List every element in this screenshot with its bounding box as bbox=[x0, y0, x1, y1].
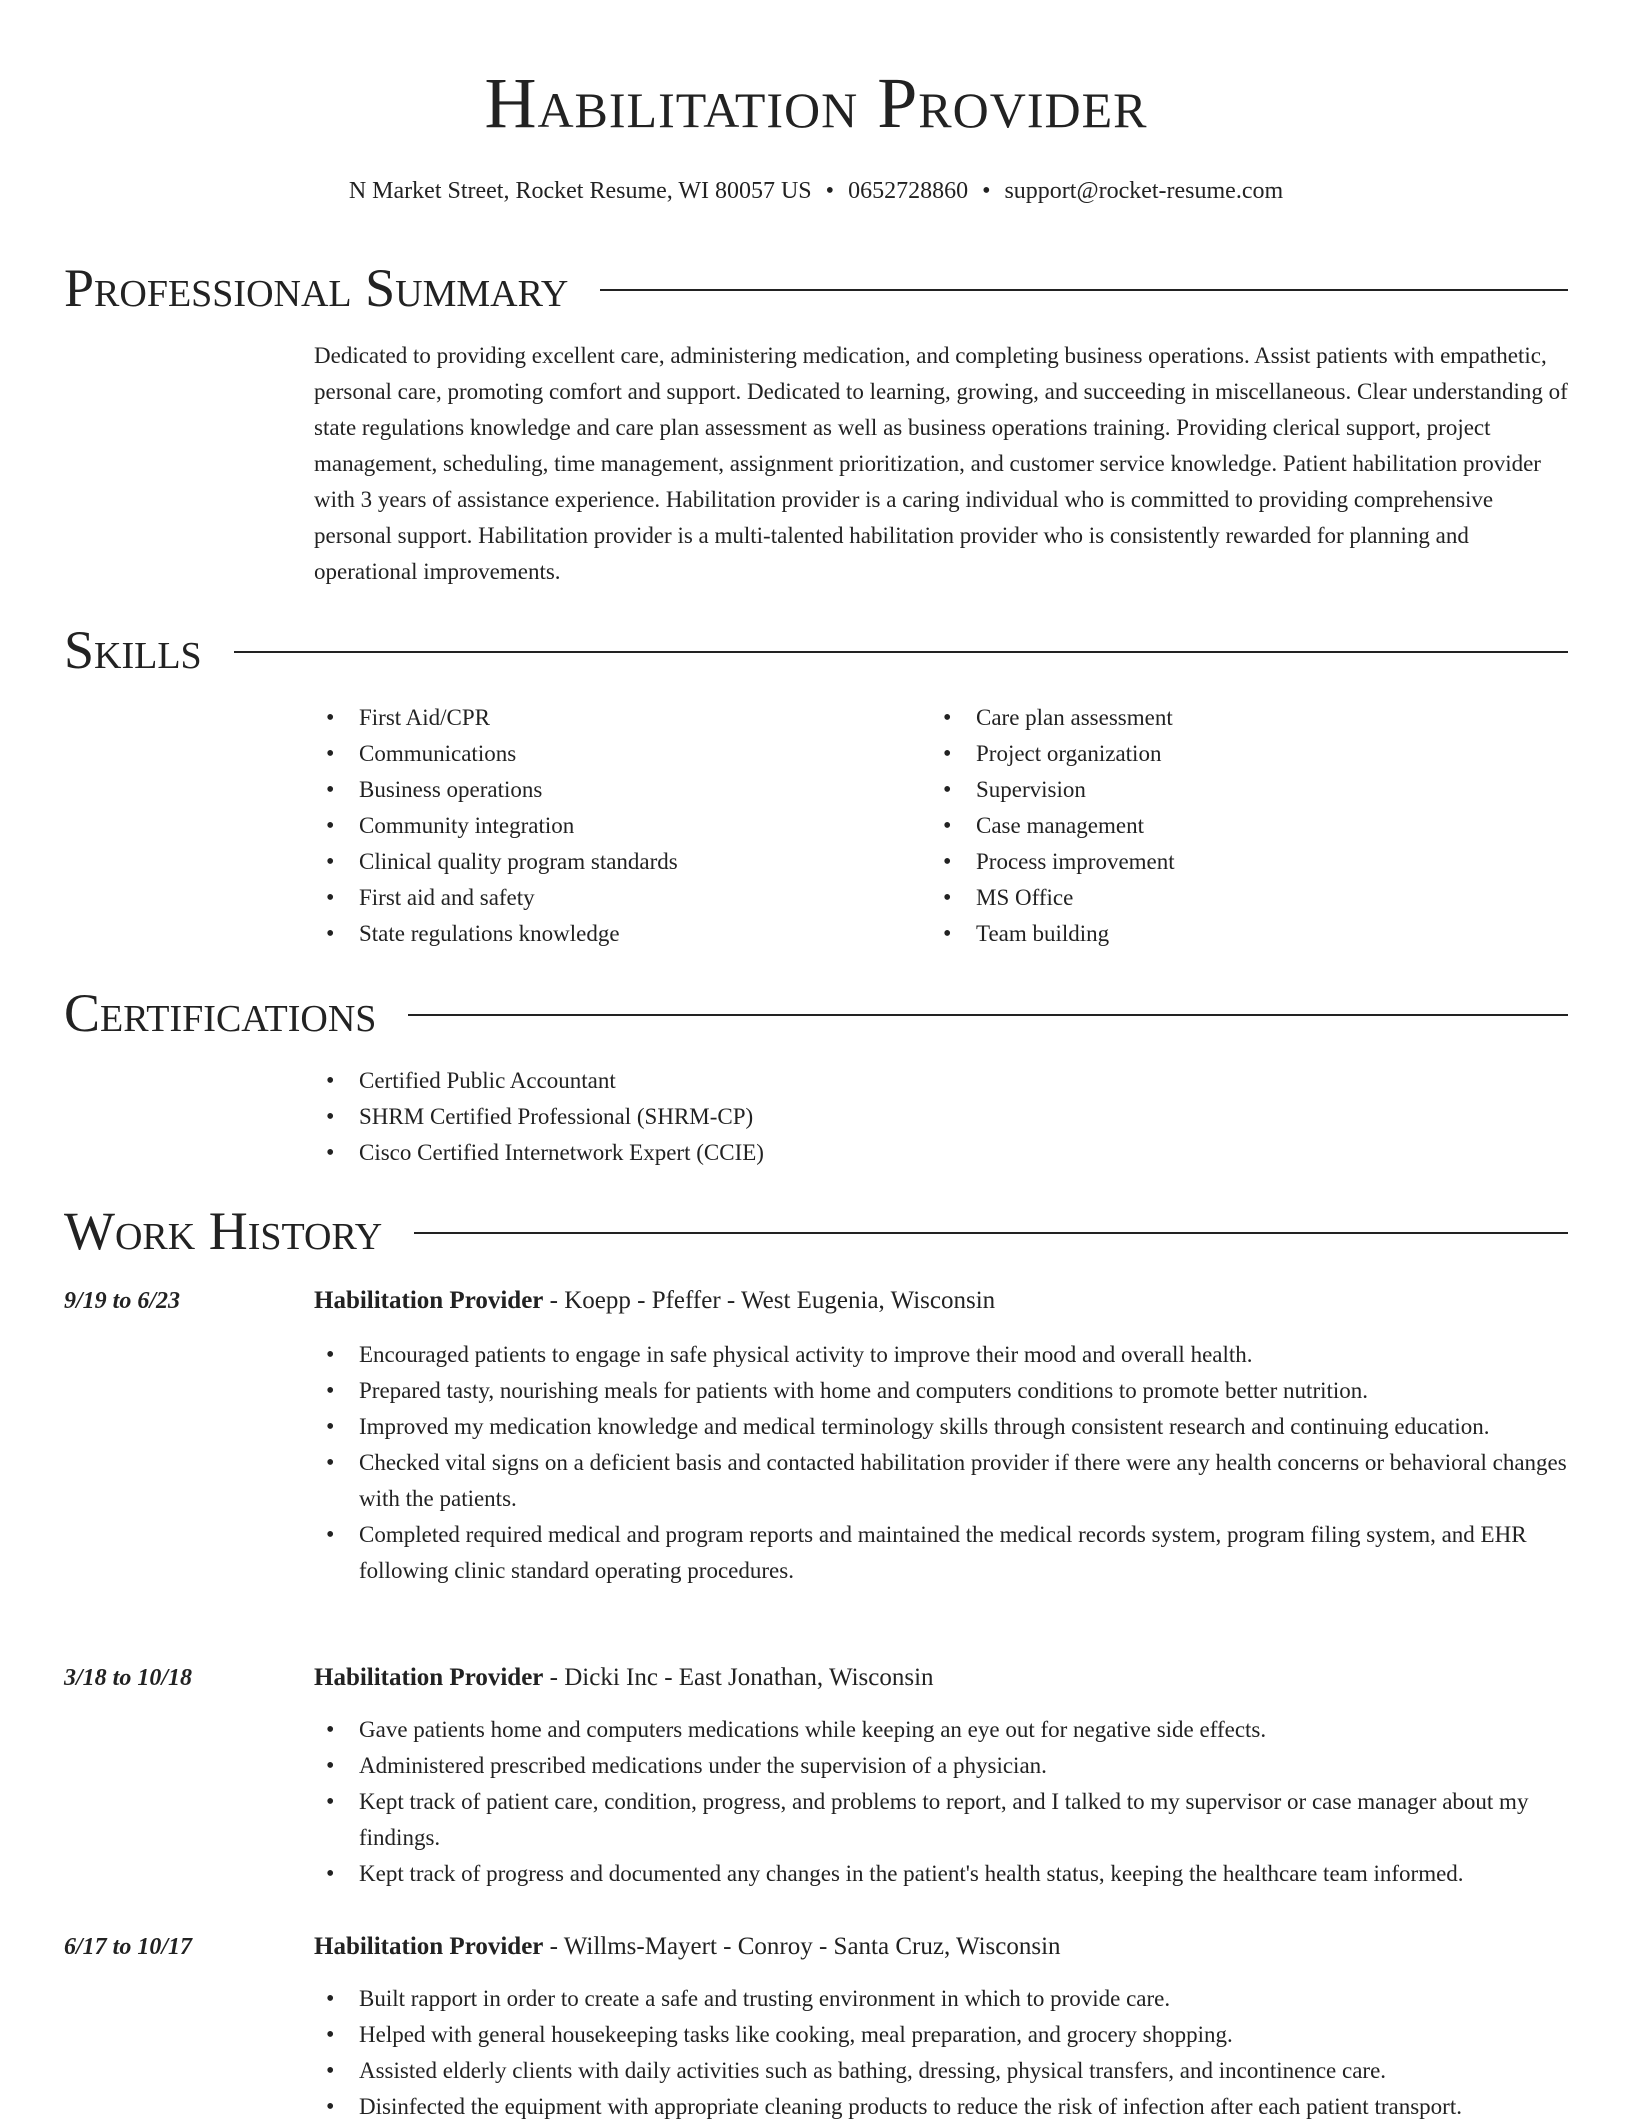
summary-section-header bbox=[64, 258, 1568, 318]
job-bullets bbox=[314, 1337, 1570, 1589]
job-bullet: • Built rapport in order to create a safe and trusting environment in which to provide care. bbox=[314, 1981, 1570, 2017]
work-history-heading: Work History bbox=[64, 1201, 383, 1261]
job-dates: 9/19 to 6/23 bbox=[64, 1288, 181, 1314]
skill-item: • Community integration bbox=[314, 808, 914, 844]
skill-item: • MS Office bbox=[931, 880, 1531, 916]
separator-dot: • bbox=[982, 178, 991, 204]
certification-item: • Certified Public Accountant bbox=[314, 1063, 1570, 1099]
skills-list-left bbox=[314, 700, 914, 952]
job-bullet: • Encouraged patients to engage in safe physical activity to improve their mood and overall health. bbox=[314, 1337, 1570, 1373]
skill-item: • Team building bbox=[931, 916, 1531, 952]
certification-item: • Cisco Certified Internetwork Expert (CCIE) bbox=[314, 1135, 1570, 1171]
email: support@rocket-resume.com bbox=[1004, 178, 1284, 204]
job-bullet: • Helped with general housekeeping tasks like cooking, meal preparation, and grocery shopping. bbox=[314, 2017, 1570, 2053]
section-divider bbox=[414, 1232, 1568, 1234]
address: N Market Street, Rocket Resume, WI 80057 US bbox=[348, 178, 812, 204]
job-bullet: • Completed required medical and program reports and maintained the medical records system, program filing system, and EHR following clinic standard operating procedures. bbox=[314, 1517, 1570, 1589]
skill-item: • First Aid/CPR bbox=[314, 700, 914, 736]
job-title-line bbox=[314, 1660, 934, 1696]
job-bullet: • Kept track of patient care, condition, progress, and problems to report, and I talked to my supervisor or case manager about my findings. bbox=[314, 1784, 1570, 1856]
section-divider bbox=[408, 1014, 1568, 1016]
job-title: Habilitation Provider bbox=[314, 1933, 544, 1960]
certifications-heading: Certifications bbox=[64, 983, 377, 1043]
job-bullet: • Gave patients home and computers medications while keeping an eye out for negative side effects. bbox=[314, 1712, 1570, 1748]
contact-line bbox=[0, 176, 1632, 206]
job-bullets bbox=[314, 1981, 1570, 2125]
job-dates: 3/18 to 10/18 bbox=[64, 1665, 193, 1691]
skills-heading: Skills bbox=[64, 620, 202, 680]
candidate-name: Habilitation Provider bbox=[484, 63, 1148, 143]
job-employer-location: - Willms-Mayert - Conroy - Santa Cruz, Wisconsin bbox=[543, 1933, 1061, 1960]
job-bullet: • Kept track of progress and documented any changes in the patient's health status, keeping the healthcare team informed. bbox=[314, 1856, 1570, 1892]
job-dates: 6/17 to 10/17 bbox=[64, 1934, 193, 1960]
job-bullet: • Disinfected the equipment with appropriate cleaning products to reduce the risk of infection after each patient transport. bbox=[314, 2089, 1570, 2125]
work-history-section-header bbox=[64, 1201, 1568, 1261]
skills-list-right bbox=[931, 700, 1531, 952]
job-title: Habilitation Provider bbox=[314, 1287, 544, 1314]
section-divider bbox=[600, 289, 1568, 291]
skill-item: • Process improvement bbox=[931, 844, 1531, 880]
summary-heading: Professional Summary bbox=[64, 258, 569, 318]
skill-item: • Business operations bbox=[314, 772, 914, 808]
certifications-list bbox=[314, 1063, 1570, 1171]
skill-item: • Supervision bbox=[931, 772, 1531, 808]
skills-section-header bbox=[64, 620, 1568, 680]
job-employer-location: - Koepp - Pfeffer - West Eugenia, Wisconsin bbox=[543, 1287, 996, 1314]
job-employer-location: - Dicki Inc - East Jonathan, Wisconsin bbox=[543, 1664, 934, 1691]
skill-item: • Care plan assessment bbox=[931, 700, 1531, 736]
phone: 0652728860 bbox=[848, 178, 969, 204]
certifications-section-header bbox=[64, 983, 1568, 1043]
job-bullet: • Administered prescribed medications under the supervision of a physician. bbox=[314, 1748, 1570, 1784]
job-bullet: • Assisted elderly clients with daily activities such as bathing, dressing, physical transfers, and incontinence care. bbox=[314, 2053, 1570, 2089]
job-bullet: • Prepared tasty, nourishing meals for patients with home and computers conditions to promote better nutrition. bbox=[314, 1373, 1570, 1409]
skill-item: • Project organization bbox=[931, 736, 1531, 772]
job-bullet: • Checked vital signs on a deficient basis and contacted habilitation provider if there were any health concerns or behavioral changes with the patients. bbox=[314, 1445, 1570, 1517]
certification-item: • SHRM Certified Professional (SHRM-CP) bbox=[314, 1099, 1570, 1135]
skill-item: • Case management bbox=[931, 808, 1531, 844]
skill-item: • Communications bbox=[314, 736, 914, 772]
skill-item: • First aid and safety bbox=[314, 880, 914, 916]
skill-item: • Clinical quality program standards bbox=[314, 844, 914, 880]
job-bullet: • Improved my medication knowledge and medical terminology skills through consistent research and continuing education. bbox=[314, 1409, 1570, 1445]
section-divider bbox=[234, 651, 1568, 653]
skill-item: • State regulations knowledge bbox=[314, 916, 914, 952]
job-title: Habilitation Provider bbox=[314, 1664, 544, 1691]
job-title-line bbox=[314, 1929, 1061, 1965]
summary-text: Dedicated to providing excellent care, administering medication, and completing business operations. Assist patients with empathetic, personal care, promoting comfort and support. Dedicated to learning, growing, and succeeding in miscellaneous. Clear understanding of state regulations knowledge and care plan assessment as well as business operations training. Providing clerical support, project management, scheduling, time management, assignment prioritization, and customer service knowledge. Patient habilitation provider with 3 years of assistance experience. Habilitation provider is a caring individual who is committed to providing comprehensive personal support. Habilitation provider is a multi-talented habilitation provider who is consistently rewarded for planning and operational improvements. bbox=[314, 343, 1568, 584]
separator-dot: • bbox=[825, 178, 835, 204]
job-title-line bbox=[314, 1283, 995, 1319]
job-bullets bbox=[314, 1712, 1570, 1892]
